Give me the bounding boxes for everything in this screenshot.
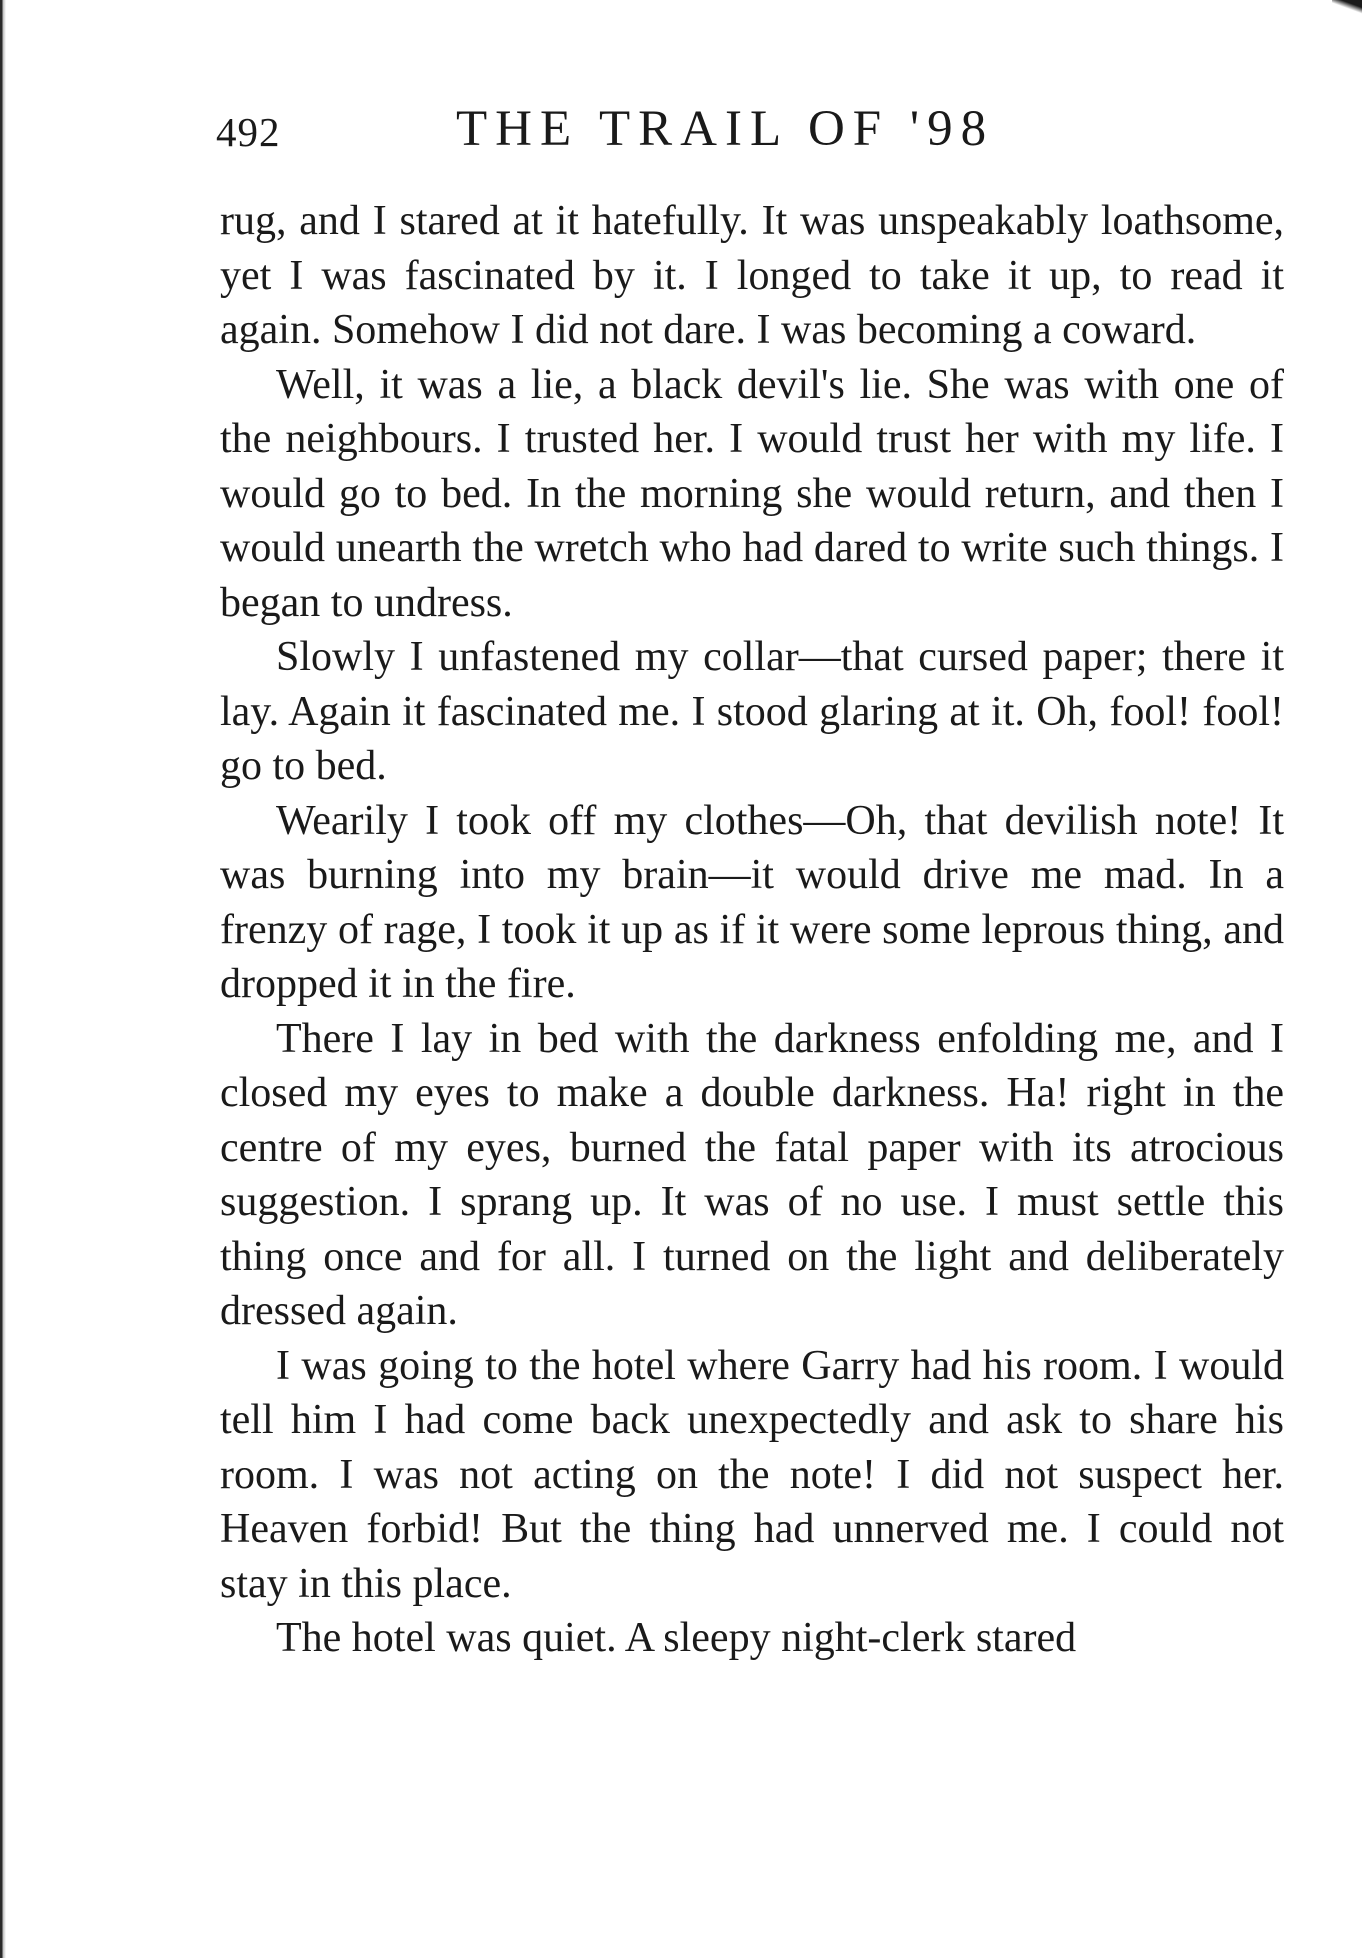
paragraph-1: rug, and I stared at it hatefully. It was unspeakably loathsome, yet I was fascinated by it. I longed to take it up, to read it again. Somehow I did not dare. I was becoming a coward. (220, 198, 1284, 353)
paragraph-7: The hotel was quiet. A sleepy night-clerk stared (276, 1615, 1077, 1661)
paragraph-4: Wearily I took off my clothes—Oh, that devilish note! It was burning into my brain—it would drive me mad. In a frenzy of rage, I took it up as if it were some leprous thing, and dropped it in the fire. (220, 797, 1284, 1007)
paragraph-5: There I lay in bed with the darkness enfolding me, and I closed my eyes to make a double darkness. Ha! right in the centre of my eyes, burned the fatal paper with its atrocious suggestion. I sprang up. It was of no use. I must settle this thing once and for all. I turned on the light and deliberately dressed again. (220, 1015, 1284, 1334)
body-text (220, 194, 1284, 1666)
page-header (216, 100, 1280, 170)
paragraph-2: Well, it was a lie, a black devil's lie. She was with one of the neighbours. I trusted her. I would trust her with my life. I would go to bed. In the morning she would return, and then I would unearth the wretch who had dared to write such things. I began to undress. (220, 361, 1284, 626)
page-number: 492 (216, 109, 281, 155)
running-title: THE TRAIL OF '98 (456, 101, 995, 157)
paragraph-3: Slowly I unfastened my collar—that cursed paper; there it lay. Again it fascinated me. I stood glaring at it. Oh, fool! fool! go to bed. (220, 634, 1284, 789)
paragraph-6: I was going to the hotel where Garry had his room. I would tell him I had come back unexpectedly and ask to share his room. I was not acting on the note! I did not suspect her. Heaven forbid! But the thing had unnerved me. I could not stay in this place. (220, 1342, 1284, 1607)
scan-edge-left (0, 0, 6, 1958)
scan-edge-corner (1332, 0, 1362, 14)
